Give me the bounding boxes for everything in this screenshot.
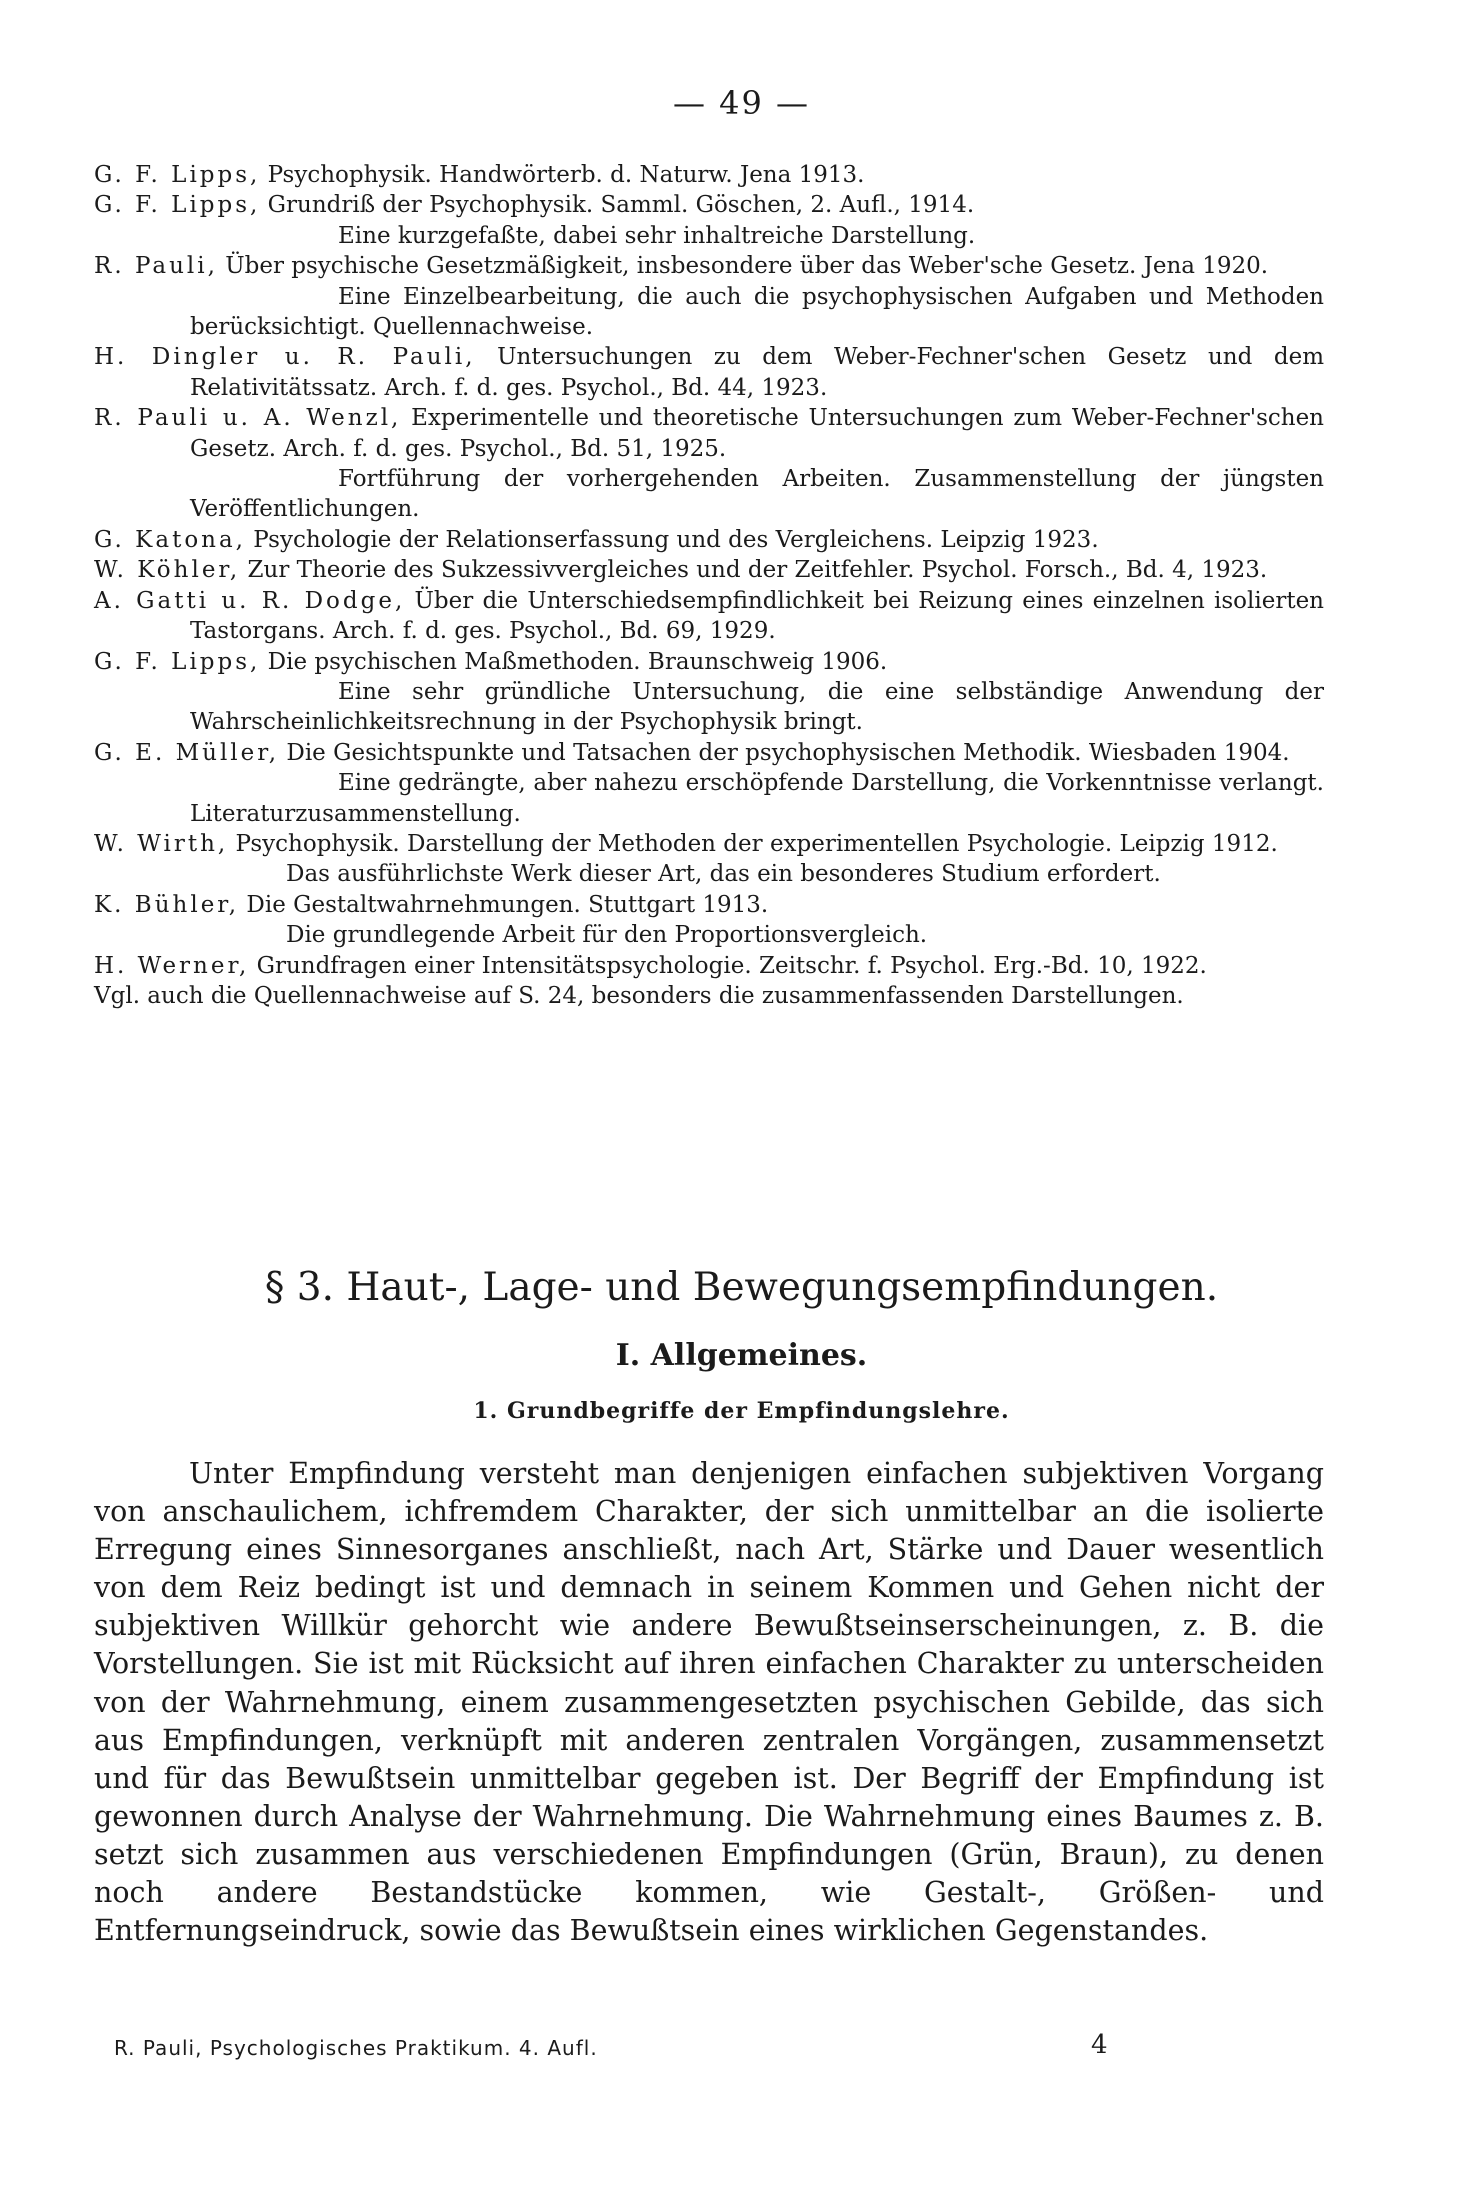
bib-entry: G. F. Lipps, Die psychischen Maßmethoden. Braunschweig 1906. [94, 648, 888, 675]
page-number: — 49 — [672, 84, 811, 122]
bibliography-list [94, 160, 1324, 1011]
bib-entry: G. F. Lipps, Psychophysik. Handwörterb. d. Naturw. Jena 1913. [94, 162, 865, 188]
bib-entry: G. Katona, Psychologie der Relationserfassung und des Vergleichens. Leipzig 1923. [94, 526, 1099, 553]
bib-entry: H. Werner, Grundfragen einer Intensitätspsychologie. Zeitschr. f. Psychol. Erg.-Bd. 10, 1922. [94, 952, 1207, 979]
body-text: Unter Empfindung versteht man denjenigen einfachen subjektiven Vorgang von anschaulichem, ichfremdem Charakter, der sich unmittelbar an die isolierte Erregung eines Sinnesorganes anschließt, nach Art, Stärke und Dauer wesentlich von dem Reiz bedingt ist und demnach in seinem Kommen und Gehen nicht der subjektiven Willkür gehorcht wie andere Bewußtseinserscheinungen, z. B. die Vorstellungen. Sie ist mit Rücksicht auf ihren einfachen Charakter zu unterscheiden von der Wahrnehmung, einem zusammengesetzten psychischen Gebilde, das sich aus Empfindungen, verknüpft mit anderen zentralen Vorgängen, zusammensetzt und für das Bewußtsein unmittelbar gegeben ist. Der Begriff der Empfindung ist gewonnen durch Analyse der Wahrnehmung. Die Wahrnehmung eines Baumes z. B. setzt sich zusammen aus verschiedenen Empfindungen (Grün, Braun), zu denen noch andere Bestandstücke kommen, wie Gestalt-, Größen- und Entfernungseindruck, sowie das Bewußtsein eines wirklichen Gegenstandes. [94, 1457, 1324, 1948]
bib-entry: R. Pauli, Über psychische Gesetzmäßigkeit, insbesondere über das Weber'sche Gesetz. Jena 1920. [94, 253, 1269, 280]
bib-comment: Eine Einzelbearbeitung, die auch die psychophysischen Aufgaben und Methoden berücksichtigt. Quellennachweise. [190, 283, 1324, 341]
bib-entry: A. Gatti u. R. Dodge, Über die Unterschiedsempfindlichkeit bei Reizung eines einzelnen isolierten Tastorgans. Arch. f. d. ges. Psychol., Bd. 69, 1929. [94, 587, 1324, 645]
bib-comment: Die grundlegende Arbeit für den Proportionsvergleich. [286, 922, 928, 949]
subsection-title: I. Allgemeines. [615, 1338, 868, 1373]
bib-entry: W. Wirth, Psychophysik. Darstellung der Methoden der experimentellen Psychologie. Leipzig 1912. [94, 830, 1278, 857]
bib-entry: K. Bühler, Die Gestaltwahrnehmungen. Stuttgart 1913. [94, 891, 769, 918]
body-paragraph [94, 1455, 1324, 1950]
bib-entry: W. Köhler, Zur Theorie des Sukzessivvergleiches und der Zeitfehler. Psychol. Forsch., Bd. 4, 1923. [94, 557, 1268, 584]
bib-note: Vgl. auch die Quellennachweise auf S. 24, besonders die zusammenfassenden Darstellungen. [94, 982, 1184, 1009]
signature-mark: 4 [1091, 2030, 1108, 2060]
bib-entry: G. F. Lipps, Grundriß der Psychophysik. Samml. Göschen, 2. Aufl., 1914. [94, 192, 975, 219]
bib-comment: Fortführung der vorhergehenden Arbeiten. Zusammenstellung der jüngsten Veröffentlichungen. [190, 466, 1324, 523]
footer-line: R. Pauli, Psychologisches Praktikum. 4. Aufl. [114, 2036, 598, 2060]
bib-comment: Eine sehr gründliche Untersuchung, die eine selbständige Anwendung der Wahrscheinlichkeitsrechnung in der Psychophysik bringt. [190, 678, 1324, 736]
bib-entry: R. Pauli u. A. Wenzl, Experimentelle und theoretische Untersuchungen zum Weber-Fechner'schen Gesetz. Arch. f. d. ges. Psychol., Bd. 51, 1925. [94, 405, 1324, 462]
bib-comment: Das ausführlichste Werk dieser Art, das ein besonderes Studium erfordert. [286, 861, 1161, 888]
bib-comment: Eine kurzgefaßte, dabei sehr inhaltreiche Darstellung. [338, 222, 976, 249]
bib-entry: H. Dingler u. R. Pauli, Untersuchungen zu dem Weber-Fechner'schen Gesetz und dem Relativitätssatz. Arch. f. d. ges. Psychol., Bd. 44, 1923. [94, 344, 1325, 401]
bib-entry: G. E. Müller, Die Gesichtspunkte und Tatsachen der psychophysischen Methodik. Wiesbaden 1904. [94, 739, 1290, 766]
section-title: § 3. Haut-, Lage- und Bewegungsempfindungen. [264, 1265, 1219, 1310]
subsubsection-title: 1. Grundbegriffe der Empfindungslehre. [473, 1398, 1010, 1424]
bib-comment: Eine gedrängte, aber nahezu erschöpfende Darstellung, die Vorkenntnisse verlangt. Literaturzusammenstellung. [190, 770, 1324, 827]
